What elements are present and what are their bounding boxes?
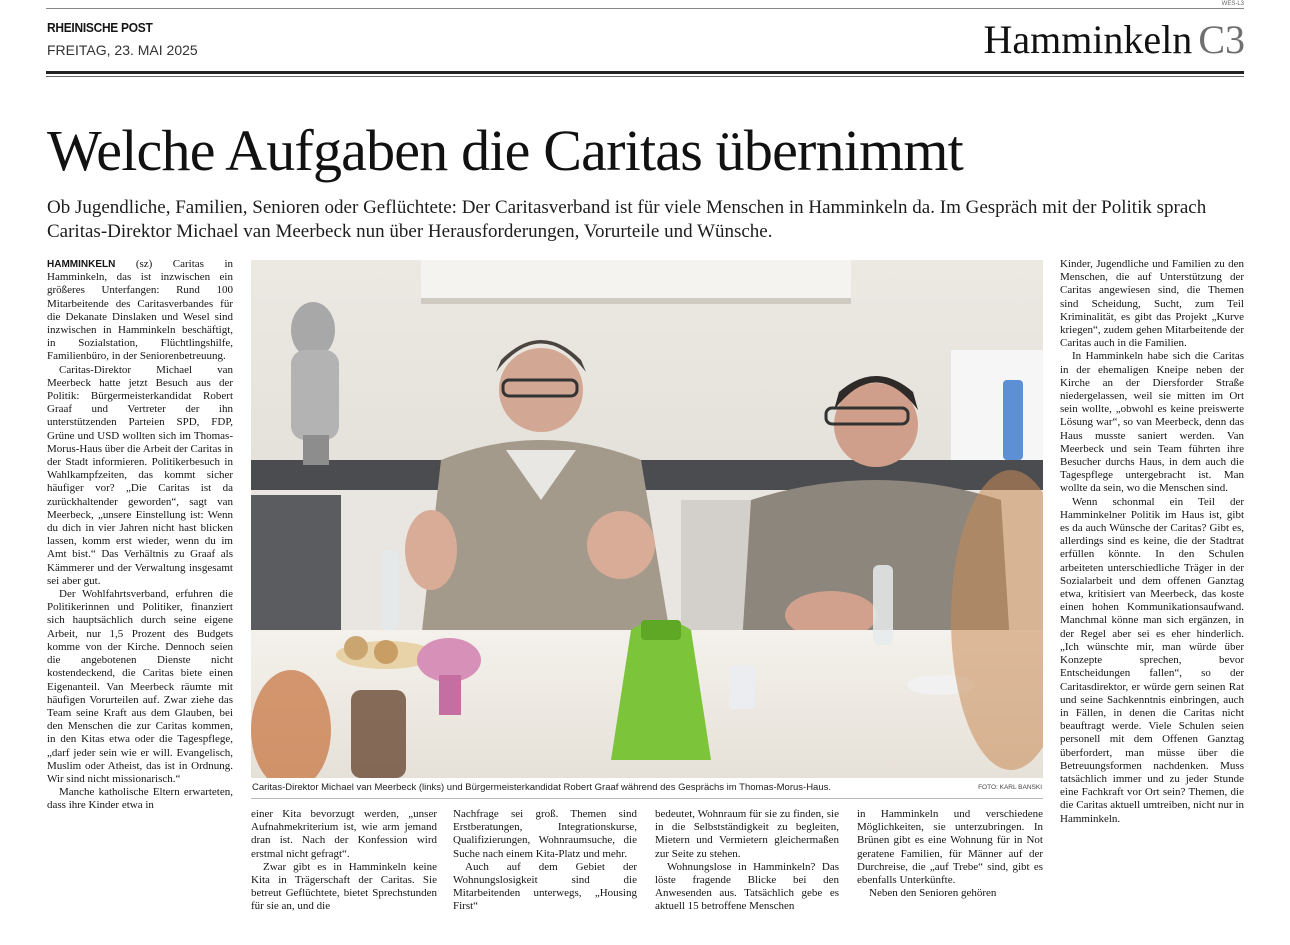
paper-name: RHEINISCHE POST — [47, 20, 153, 35]
caption-text: Caritas-Direktor Michael van Meerbeck (links) und Bürgermeisterkandidat Robert Graaf während des Gesprächs im Thomas-Morus-Haus. — [252, 782, 832, 793]
paragraph: Manche katholische Eltern erwarteten, dass ihre Kinder etwa in — [47, 786, 233, 812]
page-number: C3 — [1198, 17, 1245, 62]
paragraph: In Hamminkeln habe sich die Caritas in der ehemaligen Kneipe neben der Kirche an der Diersforder Straße niedergelassen, weil sie mitten im Ort sein wollte, „obwohl es keine preiswerte Lösung war“, so van Meerbeck, denn das Haus musste saniert werden. Van Meerbeck und sein Team führten ihre Besucher durchs Haus, in dem auch die Tagespflege untergebracht ist. Man wollte da sein, wo die Menschen sind. — [1060, 350, 1244, 495]
issue-date: FREITAG, 23. MAI 2025 — [47, 42, 198, 58]
caption-rule — [251, 798, 1043, 799]
header-rule — [46, 71, 1244, 74]
paragraph: Wohnungslose in Hamminkeln? Das löste fragende Blicke bei den Anwesenden aus. Tatsächlich gebe es aktuell 15 betroffene Menschen — [655, 860, 839, 913]
section-name: Hamminkeln — [983, 17, 1193, 62]
article-column-4 — [655, 808, 839, 926]
page-code: WES-L3 — [1221, 1, 1244, 7]
paragraph: einer Kita bevorzugt werden, „unser Aufnahmekriterium ist, wie arm jemand dran ist. Nach der Konfession wird erstmal nicht gefragt“. — [251, 808, 437, 860]
article-column-5 — [857, 808, 1043, 926]
paragraph: Auch auf dem Gebiet der Wohnungslosigkeit sind die Mitarbeitenden unterwegs, „Housing First“ — [453, 860, 637, 913]
article-photo — [251, 260, 1043, 778]
section-header — [983, 16, 1245, 64]
dateline: HAMMINKELN — [47, 259, 116, 270]
paragraph: HAMMINKELN (sz) Caritas in Hamminkeln, das ist inzwischen ein größeres Unterfangen: Rund 100 Mitarbeitende des Caritasverbandes für die Dekanate Dinslaken und Wesel sind inzwischen in Hamminkeln beschäftigt, in Sozialstation, Flüchtlingshilfe, Familienbüro, in der Seniorenbetreuung. — [47, 258, 233, 363]
paragraph: Neben den Senioren gehören — [869, 887, 997, 900]
paragraph: Wenn schonmal ein Teil der Hamminkelner Politik im Haus ist, gibt es da auch Wünsche der Caritas? Gibt es, allerdings sind es keine, die der Stadtrat erfüllen könnte. In den Schulen arbeiteten unterschiedliche Träger in der Sozialarbeit und dem offenen Ganztag etwa, kritisiert van Meerbeck, das koste einen hohen Kommunikationsaufwand. Manchmal könne man sich ergänzen, in der Regel aber sei es eher hinderlich. „Ich wünschte mir, man würde über Konzepte sprechen, bevor Entscheidungen fallen“, so der Caritasdirektor, er würde gern seinen Rat und seine Sachkenntnis einbringen, auch in Fällen, in denen die Caritas nicht beauftragt werde. Viele Schulen seien personell mit dem Offenen Ganztag überfordert, man müsse über die Betreuungsformen nachdenken. Muss tatsächlich immer und zu jeder Stunde eine Fachkraft vor Ort sein? Themen, die die Caritas aktuell umtreiben, nicht nur in Hamminkeln. — [1060, 495, 1244, 825]
article-column-6 — [1060, 258, 1244, 930]
paragraph: in Hamminkeln und verschiedene Möglichkeiten, sie unterzubringen. In Brünen gibt es eine Wohnung für in Not geratene Familien, für Männer auf der Durchreise, die „auf Trebe“ sind, gibt es ebenfalls Unterkünfte. — [857, 808, 1043, 887]
header-rule-thin — [46, 76, 1244, 77]
paragraph: Kinder, Jugendliche und Familien zu den Menschen, die auf Unterstützung der Caritas angewiesen sind, die Themen sind Scheidung, Sucht, zum Teil Kriminalität, es gibt das Projekt „Kurve kriegen“, zudem gehen Mitarbeitende der Caritas auch in die Familien. — [1060, 258, 1244, 350]
paragraph: Nachfrage sei groß. Themen sind Erstberatungen, Integrationskurse, Qualifizierungen, Wohnraumsuche, die Suche nach einem Kita-Platz und mehr. — [453, 808, 637, 860]
photo-caption — [252, 781, 1042, 795]
paragraph: Der Wohlfahrtsverband, erfuhren die Politikerinnen und Politiker, finanziert sich hauptsächlich durch seine eigene Arbeit, nur 1,5 Prozent des Budgets komme von der Kirche. Dennoch seien die angebotenen Dienste nicht kostendeckend, die Caritas biete einen Eigenanteil. Van Meerbeck räumte mit häufigen Vorurteilen auf. Zwar ziehe das Team seine Kraft aus dem Glauben, bei den Menschen die zur Caritas kommen, in den Kitas etwa oder die Tagespflege, „darf jeder sein wie er will. Evangelisch, Muslim oder Atheist, das ist in Ordnung. Wir sind nicht missionarisch.“ — [47, 588, 233, 785]
paragraph: Zwar gibt es in Hamminkeln keine Kita in Trägerschaft der Caritas. Sie betreut Geflüchtete, bietet Sprechstunden für sie an, und die — [251, 860, 437, 913]
article-column-1 — [47, 258, 233, 930]
headline: Welche Aufgaben die Caritas übernimmt — [47, 118, 963, 183]
photo-credit: FOTO: KARL BANSKI — [978, 784, 1042, 791]
paragraph: Caritas-Direktor Michael van Meerbeck hatte jetzt Besuch aus der Politik: Bürgermeisterkandidat Robert Graaf und Vertreter der ihn unterstützenden Parteien SPD, FDP, Grüne und USD wollten sich im Thomas-Morus-Haus über die Arbeit der Caritas in der Stadt informieren. Politikerbesuch in Wahlkampfzeiten, das kommt sicher häufiger vor? „Die Caritas ist da zurückhaltender geworden“, sagt van Meerbeck, „unsere Einstellung ist: Wenn du dich in vier Jahren nicht hast blicken lassen, komm erst wieder, wenn du im Amt bist.“ Das Verhältnis zu Graaf als Kämmerer und der Verwaltung insgesamt sei aber gut. — [47, 363, 233, 587]
subheadline: Ob Jugendliche, Familien, Senioren oder Geflüchtete: Der Caritasverband ist für viele Menschen in Hamminkeln da. Im Gespräch mit der Politik sprach Caritas-Direktor Michael van Meerbeck nun über Herausforderungen, Vorurteile und Wünsche. — [47, 197, 1207, 242]
paragraph: bedeutet, Wohnraum für sie zu finden, sie in die Selbstständigkeit zu begleiten, Mietern und Vermietern gleichermaßen zur Seite zu stehen. — [655, 808, 839, 860]
article-column-2 — [251, 808, 437, 926]
top-rule — [46, 8, 1244, 9]
article-column-3 — [453, 808, 637, 926]
